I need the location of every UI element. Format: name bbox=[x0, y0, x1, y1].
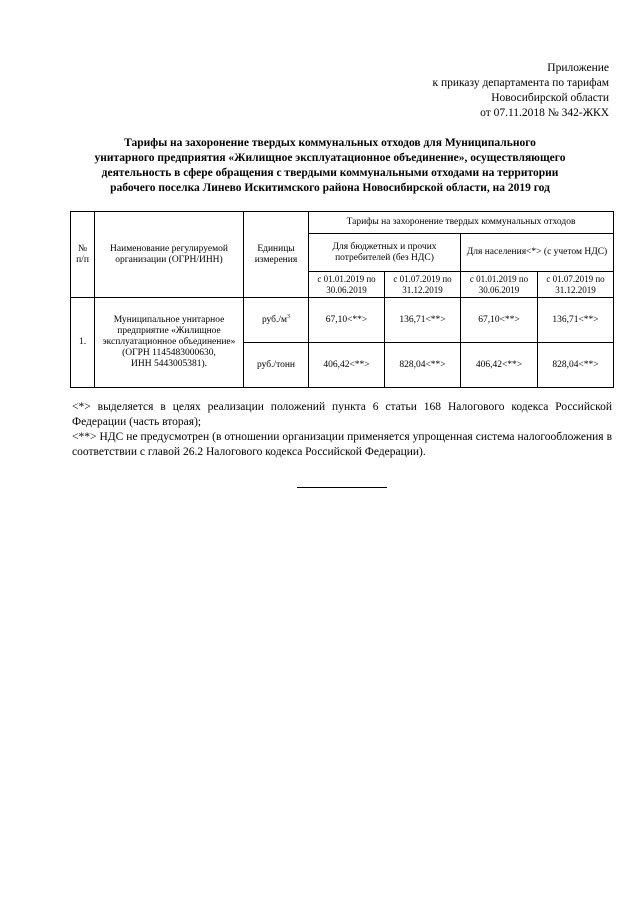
header-period: с 01.07.2019 по 31.12.2019 bbox=[385, 272, 461, 298]
tariff-value: 406,42<**> bbox=[461, 343, 538, 388]
header-tariffs: Тарифы на захоронение твердых коммунальных отходов bbox=[309, 212, 614, 234]
tariff-value: 828,04<**> bbox=[538, 343, 614, 388]
header-units: Единицы измерения bbox=[244, 212, 309, 298]
footnote-vat-exempt: <**> НДС не предусмотрен (в отношении организации применяется упрощенная система налогообложения в соответствии с главой 26.2 Налогового кодекса Российской Федерации). bbox=[72, 431, 612, 458]
title-line: Тарифы на захоронение твердых коммунальных отходов для Муниципального bbox=[124, 137, 536, 149]
unit-ton: руб./тонн bbox=[244, 343, 309, 388]
tariff-value: 828,04<**> bbox=[385, 343, 461, 388]
unit-exponent: 3 bbox=[287, 313, 291, 320]
appendix-header bbox=[432, 61, 609, 121]
table-row bbox=[71, 298, 614, 343]
tariff-value: 67,10<**> bbox=[309, 298, 385, 343]
header-population: Для населения<*> (с учетом НДС) bbox=[461, 234, 614, 272]
footnote-vat-population: <*> выделяется в целях реализации положений пункта 6 статьи 168 Налогового кодекса Российской Федерации (часть вторая); bbox=[72, 401, 612, 428]
document-title bbox=[60, 136, 600, 196]
header-row bbox=[71, 212, 614, 234]
appendix-line: Новосибирской области bbox=[491, 92, 609, 104]
org-name: Муниципальное унитарное предприятие «Жилищное эксплуатационное объединение» bbox=[102, 315, 236, 347]
tariff-value: 67,10<**> bbox=[461, 298, 538, 343]
footnotes bbox=[72, 400, 612, 460]
tariff-value: 136,71<**> bbox=[385, 298, 461, 343]
header-org: Наименование регулируемой организации (ОГРН/ИНН) bbox=[95, 212, 244, 298]
tariff-value: 406,42<**> bbox=[309, 343, 385, 388]
end-divider bbox=[297, 487, 387, 488]
header-period: с 01.01.2019 по 30.06.2019 bbox=[461, 272, 538, 298]
row-num: 1. bbox=[71, 298, 95, 388]
title-line: рабочего поселка Линево Искитимского района Новосибирской области, на 2019 год bbox=[110, 182, 550, 194]
title-line: деятельность в сфере обращения с твердыми коммунальными отходами на территории bbox=[101, 167, 559, 179]
unit-base: руб./м bbox=[261, 314, 288, 325]
unit-cubic-meter bbox=[244, 298, 309, 343]
header-num: № п/п bbox=[71, 212, 95, 298]
org-name-cell bbox=[95, 298, 244, 388]
header-budget: Для бюджетных и прочих потребителей (без НДС) bbox=[309, 234, 461, 272]
header-period: с 01.07.2019 по 31.12.2019 bbox=[538, 272, 614, 298]
tariffs-table bbox=[70, 211, 614, 388]
org-inn: ИНН 5443005381). bbox=[131, 359, 207, 369]
appendix-line: Приложение bbox=[547, 62, 609, 74]
title-line: унитарного предприятия «Жилищное эксплуатационное объединение», осуществляющего bbox=[94, 152, 566, 164]
header-period: с 01.01.2019 по 30.06.2019 bbox=[309, 272, 385, 298]
tariff-value: 136,71<**> bbox=[538, 298, 614, 343]
appendix-line: от 07.11.2018 № 342-ЖКХ bbox=[480, 107, 609, 119]
org-ogrn: (ОГРН 1145483000630, bbox=[122, 348, 216, 358]
appendix-line: к приказу департамента по тарифам bbox=[432, 77, 609, 89]
